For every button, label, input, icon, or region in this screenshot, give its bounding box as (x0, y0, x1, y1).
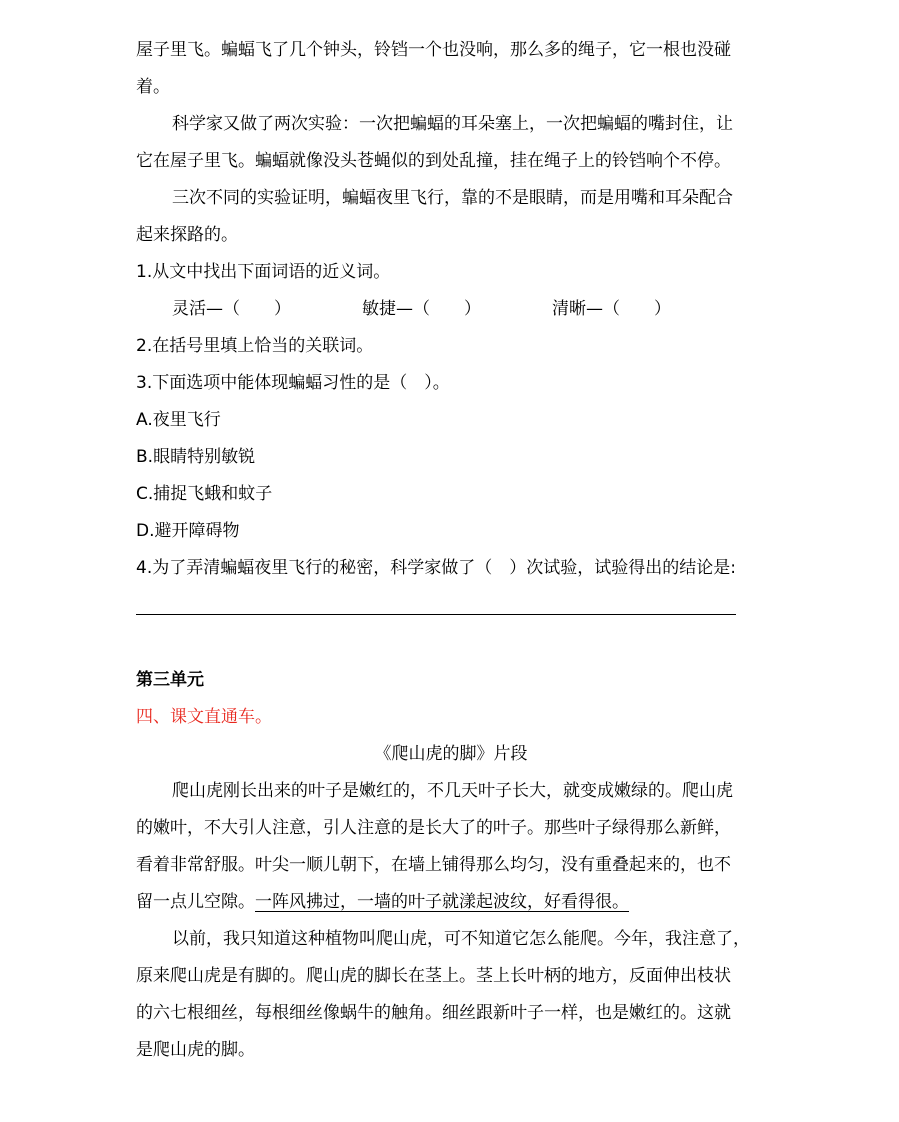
question-block (136, 32, 766, 587)
paragraph-line: 的嫩叶，不大引人注意，引人注意的是长大了的叶子。那些叶子绿得那么新鲜， (136, 818, 731, 838)
paragraph-line: 以前，我只知道这种植物叫爬山虎，可不知道它怎么能爬。今年，我注意了， (172, 929, 750, 949)
question-1: 1.从文中找出下面词语的近义词。 (136, 262, 391, 282)
option-c: C.捕捉飞蛾和蚊子 (136, 484, 273, 504)
paragraph-line: 的六七根细丝，每根细丝像蜗牛的触角。细丝跟新叶子一样，也是嫩红的。这就 (136, 1003, 731, 1023)
synonym-row (136, 291, 766, 328)
option-b: B.眼睛特别敏锐 (136, 447, 256, 467)
paragraph-line: 着。 (136, 77, 170, 97)
paragraph-line: 屋子里飞。蝙蝠飞了几个钟头，铃铛一个也没响，那么多的绳子，它一根也没碰 (136, 40, 731, 60)
paragraph-line (136, 884, 766, 921)
passage-body (136, 773, 766, 1069)
paragraph-line: 科学家又做了两次实验：一次把蝙蝠的耳朵塞上，一次把蝙蝠的嘴封住，让 (172, 114, 733, 134)
paragraph-line: 原来爬山虎是有脚的。爬山虎的脚长在茎上。茎上长叶柄的地方，反面伸出枝状 (136, 966, 731, 986)
synonym-item: 清晰—（ ） (552, 299, 671, 319)
synonym-item: 敏捷—（ ） (362, 299, 481, 319)
paragraph-line: 它在屋子里飞。蝙蝠就像没头苍蝇似的到处乱撞，挂在绳子上的铃铛响个不停。 (136, 151, 731, 171)
option-d: D.避开障碍物 (136, 521, 240, 541)
unit-title: 第三单元 (136, 670, 204, 690)
underlined-sentence: 一阵风拂过，一墙的叶子就漾起波纹，好看得很。 (255, 892, 629, 912)
option-a: A.夜里飞行 (136, 410, 221, 430)
question-3: 3.下面选项中能体现蝙蝠习性的是（ ）。 (136, 373, 450, 393)
paragraph-text: 留一点儿空隙。 (136, 892, 255, 912)
question-2: 2.在括号里填上恰当的关联词。 (136, 336, 374, 356)
paragraph-line: 三次不同的实验证明，蝙蝠夜里飞行，靠的不是眼睛，而是用嘴和耳朵配合 (172, 188, 733, 208)
paragraph-line: 爬山虎刚长出来的叶子是嫩红的，不几天叶子长大，就变成嫩绿的。爬山虎 (172, 781, 733, 801)
paragraph-line: 看着非常舒服。叶尖一顺儿朝下，在墙上铺得那么均匀，没有重叠起来的，也不 (136, 855, 731, 875)
question-4: 4.为了弄清蝙蝠夜里飞行的秘密，科学家做了（ ）次试验，试验得出的结论是: (136, 558, 736, 578)
answer-blank-line (136, 614, 736, 615)
passage-title: 《爬山虎的脚》片段 (374, 744, 528, 764)
paragraph-line: 起来探路的。 (136, 225, 238, 245)
paragraph-line: 是爬山虎的脚。 (136, 1040, 255, 1060)
section-heading: 四、课文直通车。 (136, 707, 272, 727)
synonym-item: 灵活—（ ） (172, 299, 291, 319)
